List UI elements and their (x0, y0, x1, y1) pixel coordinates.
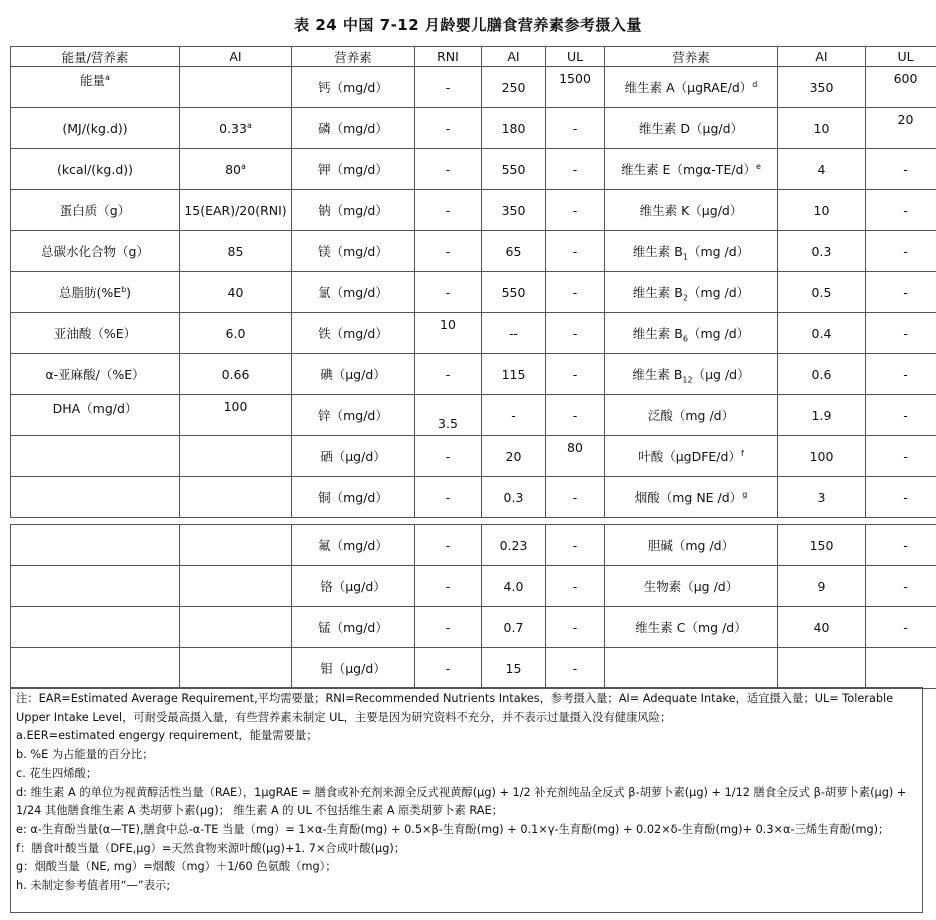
nutrient-label-cell: DHA（mg/d） (11, 395, 180, 436)
ul-value: - (546, 607, 605, 648)
nutrient-label: 亚油酸（%E） (11, 313, 180, 354)
vitamin-name (605, 648, 778, 689)
mineral-name: 钾（mg/d） (292, 149, 415, 190)
nutrient-label: α-亚麻酸/（%E） (11, 354, 180, 395)
vitamin-name-cell: 维生素 $B_1(mg$ /d） (605, 231, 778, 272)
ul-value: 1500 (559, 71, 591, 86)
vitamin-name: 胆碱（mg /d） (605, 525, 778, 566)
mineral-name: 铬（μg/d） (292, 566, 415, 607)
ul-cell (546, 67, 605, 108)
vitamin-ul-value: - (866, 525, 936, 566)
header-cell: 能量/营养素 (11, 47, 180, 67)
trace-nutrient-table (10, 524, 936, 689)
energy-ai-cell: 0.33$^a$ (180, 108, 292, 149)
rni-value: - (415, 231, 482, 272)
vitamin-name: 维生素 K（μg/d） (605, 190, 778, 231)
table-row (11, 566, 936, 607)
vitamin-ul-value: - (866, 566, 936, 607)
table-row (11, 108, 936, 149)
table-row (11, 436, 936, 477)
vitamin-ul-value: - (866, 607, 936, 648)
mineral-name: 锌（mg/d） (292, 395, 415, 436)
ai-value: - (482, 395, 546, 436)
rni-cell (415, 313, 482, 354)
ul-value: - (546, 231, 605, 272)
ai-value: 350 (482, 190, 546, 231)
header-cell: AI (778, 47, 866, 67)
header-cell: AI (482, 47, 546, 67)
ul-value: - (546, 149, 605, 190)
footnote-line: h. 未制定参考值者用“—”表示; (16, 879, 171, 893)
ul-value: - (546, 566, 605, 607)
ai-value: 180 (482, 108, 546, 149)
rni-cell (415, 395, 482, 436)
nutrient-ai-value: 0.66 (180, 354, 292, 395)
vitamin-ai-value: 4 (778, 149, 866, 190)
header-cell: UL (866, 47, 936, 67)
ai-value: 0.23 (482, 525, 546, 566)
table-row (11, 149, 936, 190)
vitamin-ai-value: 100 (778, 436, 866, 477)
nutrient-label: 蛋白质（g） (11, 190, 180, 231)
energy-label-cell: 能量$^a$ (11, 67, 180, 108)
rni-value: 10 (440, 317, 456, 332)
footnote-line: c. 花生四烯酸； (16, 766, 98, 780)
ul-value: - (546, 395, 605, 436)
mineral-name: 钼（μg/d） (292, 648, 415, 689)
rni-value: - (415, 149, 482, 190)
ul-value: - (546, 272, 605, 313)
ul-value: - (546, 477, 605, 518)
vitamin-name-cell: 维生素 $B_6(mg$ /d） (605, 313, 778, 354)
footnote-line: a.EER=estimated engergy requirement，能量需要量； (16, 729, 318, 743)
header-cell: UL (546, 47, 605, 67)
rni-value: - (415, 272, 482, 313)
ai-value: 15 (482, 648, 546, 689)
nutrient-ai-value: 40 (180, 272, 292, 313)
mineral-name: 铁（mg/d） (292, 313, 415, 354)
ai-value: 0.7 (482, 607, 546, 648)
header-row (11, 47, 936, 67)
vitamin-name: 维生素 D（μg/d） (605, 108, 778, 149)
ai-value: 20 (482, 436, 546, 477)
table-row (11, 395, 936, 436)
vitamin-ul-cell (866, 67, 936, 108)
nutrient-ai-cell: 100 (180, 395, 292, 436)
table-row (11, 607, 936, 648)
nutrient-label: 总碳水化合物（g） (11, 231, 180, 272)
vitamin-ul-value: - (866, 272, 936, 313)
vitamin-ul-value: - (866, 395, 936, 436)
mineral-name: 氟（mg/d） (292, 525, 415, 566)
header-cell: RNI (415, 47, 482, 67)
vitamin-ai-value: 1.9 (778, 395, 866, 436)
footnote-line: g：烟酸当量（NE, mg）=烟酸（mg）＋1/60 色氨酸（mg）； (16, 860, 337, 874)
nutrient-label-cell: 总脂肪$(\%E^b)$ (11, 272, 180, 313)
table-title: 表 24 中国 7-12 月龄婴儿膳食营养素参考摄入量 (294, 16, 642, 34)
table-row (11, 272, 936, 313)
table-row (11, 354, 936, 395)
vitamin-ul-cell (866, 108, 936, 149)
footnote-line: f：膳食叶酸当量（DFE,μg）=天然食物来源叶酸(μg)+1. 7×合成叶酸(μg)； (16, 841, 406, 855)
vitamin-ai-value: 0.4 (778, 313, 866, 354)
energy-ai-cell: 80$^a$ (180, 149, 292, 190)
vitamin-ai-value: 0.5 (778, 272, 866, 313)
ul-value: - (546, 108, 605, 149)
vitamin-ai-value: 10 (778, 190, 866, 231)
vitamin-ul-value: - (866, 190, 936, 231)
mineral-name: 氯（mg/d） (292, 272, 415, 313)
vitamin-ul-value (866, 648, 936, 689)
vitamin-ul-value: - (866, 313, 936, 354)
ai-value: -- (482, 313, 546, 354)
ai-value: 250 (482, 67, 546, 108)
mineral-name: 碘（μg/d） (292, 354, 415, 395)
rni-value: - (415, 190, 482, 231)
table-row (11, 313, 936, 354)
nutrient-table (10, 46, 936, 518)
vitamin-name-cell: 烟酸（mg NE /d）$^g$ (605, 477, 778, 518)
rni-value: - (415, 648, 482, 689)
ai-value: 65 (482, 231, 546, 272)
mineral-name: 钙（mg/d） (292, 67, 415, 108)
vitamin-ul-value: - (866, 231, 936, 272)
table-row (11, 190, 936, 231)
ai-value: 550 (482, 272, 546, 313)
vitamin-ul-value: - (866, 436, 936, 477)
ul-value: - (546, 648, 605, 689)
vitamin-ul-value: - (866, 477, 936, 518)
rni-value: - (415, 436, 482, 477)
ul-cell (546, 436, 605, 477)
mineral-name: 磷（mg/d） (292, 108, 415, 149)
mineral-name: 铜（mg/d） (292, 477, 415, 518)
mineral-name: 锰（mg/d） (292, 607, 415, 648)
rni-value: - (415, 108, 482, 149)
rni-value: - (415, 477, 482, 518)
nutrient-ai-value: 6.0 (180, 313, 292, 354)
vitamin-ai-value: 0.3 (778, 231, 866, 272)
header-cell: 营养素 (605, 47, 778, 67)
vitamin-name-cell: 维生素 $B_2(mg$ /d） (605, 272, 778, 313)
energy-unit-label: (kcal/(kg.d)) (11, 149, 180, 190)
vitamin-name: 维生素 C（mg /d） (605, 607, 778, 648)
table-row (11, 231, 936, 272)
energy-label: 能量 (80, 73, 106, 88)
vitamin-ai-value: 3 (778, 477, 866, 518)
mineral-name: 硒（μg/d） (292, 436, 415, 477)
header-cell: 营养素 (292, 47, 415, 67)
ai-value: 550 (482, 149, 546, 190)
table-row (11, 525, 936, 566)
footnote-line: b. %E 为占能量的百分比； (16, 748, 154, 762)
vitamin-name-cell: 维生素 $B_{12}(\mu g$ /d） (605, 354, 778, 395)
table-row (11, 477, 936, 518)
mineral-name: 镁（mg/d） (292, 231, 415, 272)
table-row (11, 648, 936, 689)
vitamin-ai-value: 40 (778, 607, 866, 648)
ul-value: - (546, 354, 605, 395)
rni-value: - (415, 607, 482, 648)
header-cell: AI (180, 47, 292, 67)
vitamin-ul-value: - (866, 149, 936, 190)
ul-value: - (546, 525, 605, 566)
rni-value: 3.5 (438, 416, 458, 431)
energy-unit-label: (MJ/(kg.d)) (11, 108, 180, 149)
vitamin-ul-value: 600 (893, 71, 918, 86)
footnotes (10, 687, 923, 913)
vitamin-ai-value: 350 (778, 67, 866, 108)
ul-value: - (546, 313, 605, 354)
vitamin-name-cell: 维生素 A（μgRAE/d）$^d$ (605, 67, 778, 108)
vitamin-ai-value: 0.6 (778, 354, 866, 395)
footnote-line: d: 维生素 A 的单位为视黄醇活性当量（RAE），1μgRAE = 膳食或补充剂来源全反式视黄醇(μg) + 1/2 补充剂纯品全反式 β-胡萝卜素(μg) + 1/12 膳食全反式 β-胡萝卜素(μg) + 1/24 其他膳食维生素 A 类胡萝卜素(μg)； 维生素 A 的 UL 不包括维生素 A 原类胡萝卜素 RAE； (16, 785, 907, 818)
mineral-name: 钠（mg/d） (292, 190, 415, 231)
vitamin-ul-value: 20 (897, 112, 914, 127)
vitamin-ai-value: 10 (778, 108, 866, 149)
vitamin-name: 生物素（μg /d） (605, 566, 778, 607)
ai-value: 0.3 (482, 477, 546, 518)
vitamin-ai-value: 9 (778, 566, 866, 607)
footnote-line: 注：EAR=Estimated Average Requirement,平均需要量；RNI=Recommended Nutrients Intakes，参考摄入量；AI= Adequate Intake，适宜摄入量；UL= Tolerable Upper Intake Level，可耐受最高摄入量，有些营养素未制定 UL，主要是因为研究资料不充分，并不表示过量摄入没有健康风险； (16, 692, 894, 724)
rni-value: - (415, 525, 482, 566)
vitamin-name-cell: 叶酸（μgDFE/d）$^f$ (605, 436, 778, 477)
vitamin-ul-value: - (866, 354, 936, 395)
nutrient-ai-value: 15(EAR)/20(RNI) (180, 190, 292, 231)
vitamin-name: 泛酸（mg /d） (605, 395, 778, 436)
footnote-line: e: α-生育酚当量(α—TE),膳食中总-α-TE 当量（mg）= 1×α-生育酚(mg) + 0.5×β-生育酚(mg) + 0.1×γ-生育酚(mg) + 0.02×δ-生育酚(mg)+ 0.3×α-三烯生育酚(mg)； (16, 822, 890, 836)
ul-value: 80 (567, 440, 583, 455)
rni-value: - (415, 67, 482, 108)
ai-value: 4.0 (482, 566, 546, 607)
ai-value: 115 (482, 354, 546, 395)
rni-value: - (415, 354, 482, 395)
vitamin-ai-value: 150 (778, 525, 866, 566)
ul-value: - (546, 190, 605, 231)
vitamin-name-cell: 维生素 $E(mg\alpha-TE/d)^e$ (605, 149, 778, 190)
rni-value: - (415, 566, 482, 607)
nutrient-ai-value: 85 (180, 231, 292, 272)
table-row (11, 67, 936, 108)
vitamin-ai-value (778, 648, 866, 689)
